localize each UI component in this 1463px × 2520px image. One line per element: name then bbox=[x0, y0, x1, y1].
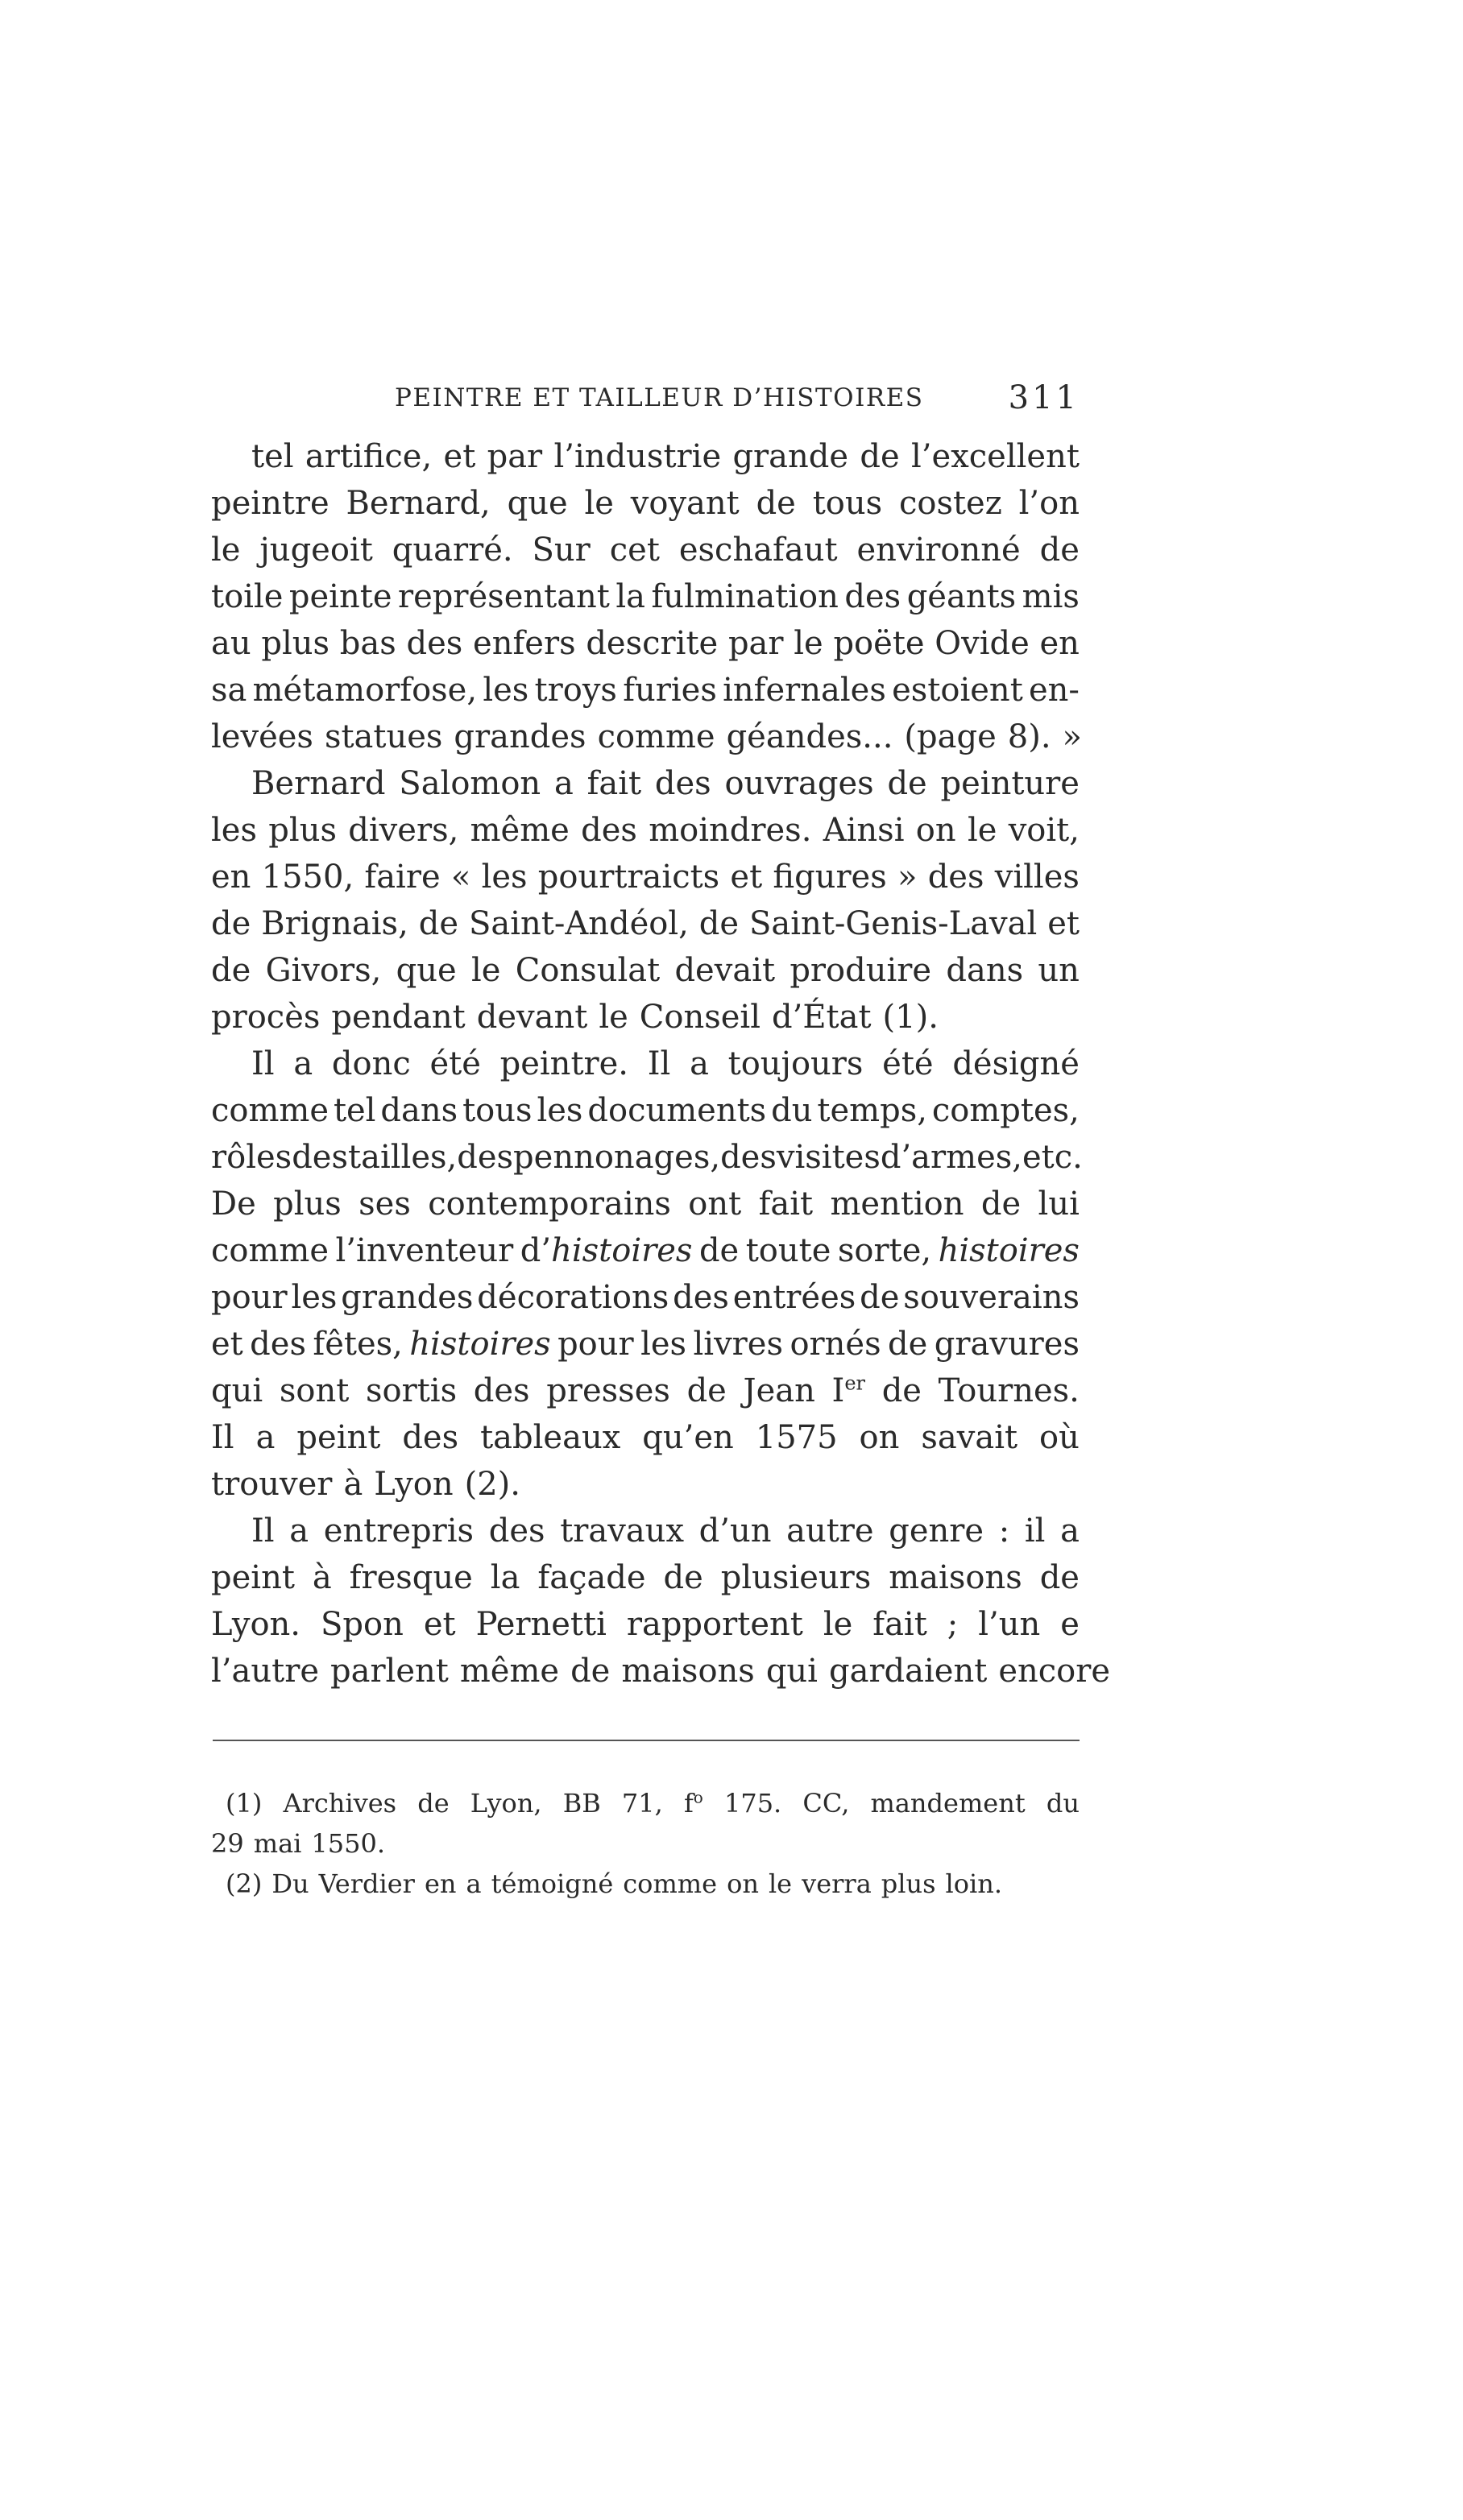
text-line: comme l’inventeur d’histoires de toute sorte, histoires bbox=[211, 1232, 1080, 1269]
text-line: sa métamorfose, les troys furies infernales estoient en- bbox=[211, 672, 1080, 709]
paragraph bbox=[211, 1508, 1111, 1694]
paragraph bbox=[211, 433, 1083, 760]
footnote bbox=[211, 1783, 1080, 1864]
text-line: Lyon. Spon et Pernetti rapportent le fait ; l’un e bbox=[211, 1606, 1080, 1643]
text-line: tel artifice, et par l’industrie grande de l’excellent bbox=[251, 438, 1080, 475]
text-line: pour les grandes décorations des entrées de souverains bbox=[211, 1279, 1080, 1316]
text-line: Il a donc été peintre. Il a toujours été désigné bbox=[251, 1045, 1080, 1082]
text-line: Il a peint des tableaux qu’en 1575 on savait où bbox=[211, 1419, 1080, 1456]
footnotes bbox=[211, 1783, 1080, 1904]
paragraph bbox=[211, 1041, 1083, 1508]
text-line: De plus ses contemporains ont fait mention de lui bbox=[211, 1186, 1080, 1223]
text-line: procès pendant devant le Conseil d’État (1). bbox=[211, 999, 939, 1036]
text-line: au plus bas des enfers descrite par le poëte Ovide en bbox=[211, 625, 1080, 662]
text-line: les plus divers, même des moindres. Ainsi on le voit, bbox=[211, 812, 1080, 849]
footnote bbox=[211, 1864, 1080, 1904]
text-line: Bernard Salomon a fait des ouvrages de peinture bbox=[251, 765, 1080, 802]
text-line: qui sont sortis des presses de Jean Ier de Tournes. bbox=[211, 1372, 1080, 1409]
text-line: en 1550, faire « les pourtraicts et figures » des villes bbox=[211, 859, 1080, 896]
page-number: 311 bbox=[1008, 379, 1080, 416]
text-line: comme tel dans tous les documents du temps, comptes, bbox=[211, 1092, 1080, 1129]
running-title: PEINTRE ET TAILLEUR D’HISTOIRES bbox=[395, 383, 924, 412]
text-line: de Givors, que le Consulat devait produire dans un bbox=[211, 952, 1080, 989]
fn-line: (2) Du Verdier en a témoigné comme on le verra plus loin. bbox=[226, 1868, 1003, 1899]
footnote-divider bbox=[213, 1740, 1080, 1741]
fn-line: (1) Archives de Lyon, BB 71, $f^o$ 175. CC, mandement du bbox=[226, 1787, 1080, 1819]
text-line: peint à fresque la façade de plusieurs maisons de bbox=[211, 1559, 1080, 1596]
text-line: l’autre parlent même de maisons qui gardaient encore bbox=[211, 1653, 1111, 1690]
text-line: de Brignais, de Saint-Andéol, de Saint-Genis-Laval et bbox=[211, 905, 1080, 942]
text-line: trouver à Lyon (2). bbox=[211, 1466, 520, 1503]
text-line: rôles des tailles, des pennonages, des visites d’armes, etc. bbox=[211, 1139, 1083, 1176]
text-line: peintre Bernard, que le voyant de tous costez l’on bbox=[211, 485, 1080, 522]
text-line: Il a entrepris des travaux d’un autre genre : il a bbox=[251, 1512, 1080, 1550]
text-line: toile peinte représentant la fulmination des géants mis bbox=[211, 578, 1080, 615]
paragraph bbox=[211, 760, 1080, 1041]
text-line: levées statues grandes comme géandes... (page 8). » bbox=[211, 718, 1083, 755]
running-head bbox=[211, 374, 1080, 422]
fn-line: 29 mai 1550. bbox=[211, 1828, 385, 1859]
text-line: le jugeoit quarré. Sur cet eschafaut environné de bbox=[211, 532, 1080, 569]
text-line: et des fêtes, histoires pour les livres ornés de gravures bbox=[211, 1326, 1080, 1363]
body-text bbox=[211, 433, 1111, 1694]
